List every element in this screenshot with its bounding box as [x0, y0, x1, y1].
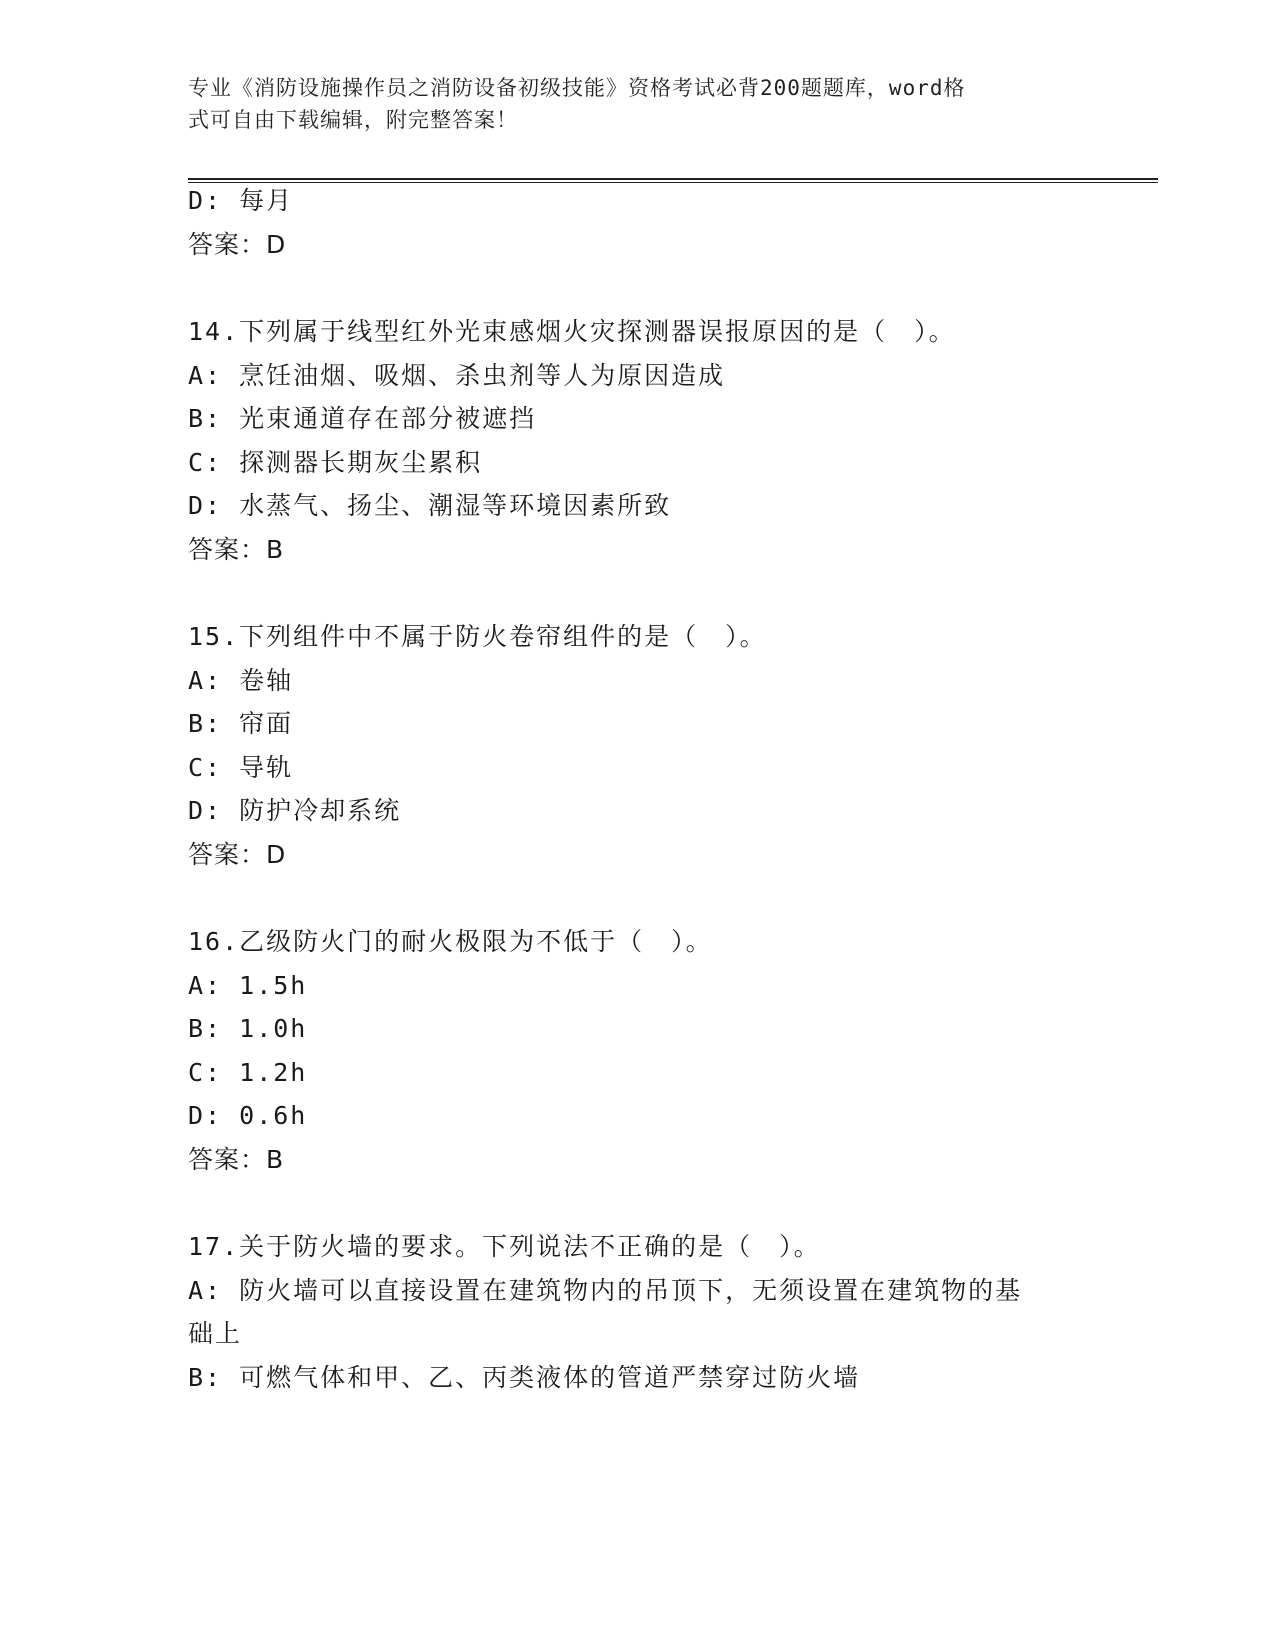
q14-answer: 答案：B [188, 535, 285, 564]
q14-option-c: C: 探测器长期灰尘累积 [188, 448, 483, 477]
q15-option-b: B: 帘面 [188, 709, 294, 738]
q14-stem: 14.下列属于线型红外光束感烟火灾探测器误报原因的是（ ）。 [188, 317, 956, 346]
q16-stem: 16.乙级防火门的耐火极限为不低于（ ）。 [188, 927, 713, 956]
q15-stem: 15.下列组件中不属于防火卷帘组件的是（ ）。 [188, 622, 767, 651]
q15-option-d: D: 防护冷却系统 [188, 796, 402, 825]
q17-option-a-line-1: A: 防火墙可以直接设置在建筑物内的吊顶下，无须设置在建筑物的基 [188, 1276, 1023, 1305]
q17-stem: 17.关于防火墙的要求。下列说法不正确的是（ ）。 [188, 1232, 821, 1261]
document-header [188, 72, 1088, 136]
prev-option-d: D: 每月 [188, 186, 294, 215]
header-line-2: 式可自由下载编辑，附完整答案！ [188, 108, 518, 132]
q16-option-a: A: 1.5h [188, 971, 308, 1000]
header-divider [188, 178, 1158, 183]
prev-answer: 答案：D [188, 230, 287, 259]
q16-answer: 答案：B [188, 1145, 285, 1174]
q16-option-d: D: 0.6h [188, 1101, 308, 1130]
q14-option-a: A: 烹饪油烟、吸烟、杀虫剂等人为原因造成 [188, 361, 726, 390]
q17-option-a-line-2: 础上 [188, 1319, 243, 1348]
q16-option-b: B: 1.0h [188, 1014, 308, 1043]
q17-option-b: B: 可燃气体和甲、乙、丙类液体的管道严禁穿过防火墙 [188, 1363, 861, 1392]
q15-option-c: C: 导轨 [188, 753, 294, 782]
q14-option-b: B: 光束通道存在部分被遮挡 [188, 404, 537, 433]
q16-option-c: C: 1.2h [188, 1058, 308, 1087]
q15-answer: 答案：D [188, 840, 287, 869]
header-line-1: 专业《消防设施操作员之消防设备初级技能》资格考试必背200题题库，word格 [188, 76, 966, 100]
q14-option-d: D: 水蒸气、扬尘、潮湿等环境因素所致 [188, 491, 672, 520]
q15-option-a: A: 卷轴 [188, 666, 294, 695]
